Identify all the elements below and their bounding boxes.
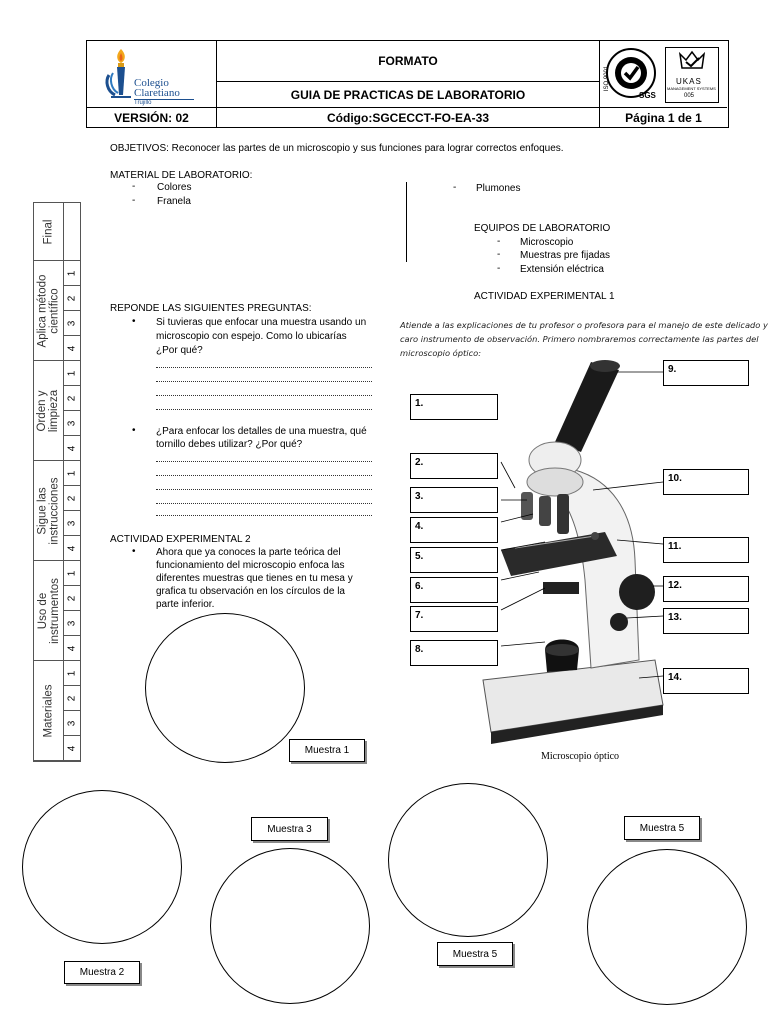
rubric-section [34,361,80,461]
bullet-dot: • [132,546,136,557]
code-cell: Código:SGCECCT-FO-EA-33 [327,111,489,125]
rubric-score-option[interactable]: 4 [64,536,80,561]
part-label-box-3[interactable]: 3. [410,487,498,513]
iso-label: ISO 9001 [604,65,611,92]
part-label-box-10[interactable]: 10. [663,469,749,495]
part-label-box-4[interactable]: 4. [410,517,498,543]
dash-bullet: - [497,236,501,247]
rubric-criterion-label: Materiales [42,683,55,738]
answer-line[interactable] [156,514,372,516]
rubric-score-option[interactable]: 2 [64,286,80,311]
rubric-score-option[interactable]: 3 [64,311,80,336]
microscope-caption: Microscopio óptico [541,751,620,762]
part-label-box-8[interactable]: 8. [410,640,498,666]
answer-line[interactable] [156,460,372,462]
rubric-section [34,261,80,361]
rubric-score-option[interactable]: 4 [64,736,80,761]
question1-line: ¿Por qué? [156,345,203,356]
sample-label: Muestra 5 [624,816,700,840]
answer-line[interactable] [156,380,372,382]
activity2-line: parte inferior. [156,599,215,610]
activity1-instruction: microscopio óptico: [400,348,482,358]
equipment-item: Microscopio [520,237,574,248]
rubric-score-option[interactable]: 1 [64,561,80,586]
question2-line: tornillo debes utilizar? ¿Por qué? [156,439,303,450]
activity2-line: funcionamiento del microscopio enfoca las [156,560,345,571]
rubric-score-option[interactable]: 1 [64,661,80,686]
dash-bullet: - [132,195,136,206]
page-cell: Página 1 de 1 [625,111,702,125]
rubric-score-option[interactable]: 2 [64,586,80,611]
part-label-box-12[interactable]: 12. [663,576,749,602]
answer-line[interactable] [156,366,372,368]
rubric-section [34,661,80,761]
format-title: FORMATO [378,54,438,68]
dash-bullet: - [497,263,501,274]
sgs-label: SGS [639,91,656,100]
sample-label: Muestra 3 [251,817,328,841]
answer-line[interactable] [156,474,372,476]
answer-line[interactable] [156,408,372,410]
rubric-score-option[interactable]: 1 [64,261,80,286]
column-divider [406,182,407,262]
material-item: Franela [157,196,191,207]
rubric-score-option[interactable]: 1 [64,461,80,486]
material-item: Plumones [476,183,521,194]
bullet-dot: • [132,316,136,327]
header-table [86,40,729,128]
answer-line[interactable] [156,502,372,504]
rubric-section [34,561,80,661]
sample-label: Muestra 2 [64,961,140,984]
rubric-score-option[interactable]: 4 [64,336,80,361]
activity1-instruction: caro instrumento de observación. Primero nombraremos correctamente las partes del [400,334,759,344]
question1-line: microscopio con espejo. Como lo ubicarías [156,331,347,342]
crown-check-icon [666,48,718,78]
rubric-score-option[interactable]: 3 [64,511,80,536]
question1-line: Si tuvieras que enfocar una muestra usando un [156,317,367,328]
part-label-box-1[interactable]: 1. [410,394,498,420]
equipment-item: Extensión eléctrica [520,264,604,275]
rubric-section [34,461,80,561]
part-label-box-9[interactable]: 9. [663,360,749,386]
ukas-sub-label: MANAGEMENT SYSTEMS [667,86,716,91]
rubric-score-option[interactable]: 4 [64,436,80,461]
activity2-title: ACTIVIDAD EXPERIMENTAL 2 [110,534,251,545]
activity2-line: grafica tu observación en los círculos de la [156,586,345,597]
rubric-criterion-label: Sigue las instrucciones [36,476,61,545]
rubric-final [34,203,80,261]
objectives-text: OBJETIVOS: Reconocer las partes de un microscopio y sus funciones para lograr correctos enfoques. [110,143,564,154]
rubric-score-option[interactable]: 3 [64,711,80,736]
part-label-box-11[interactable]: 11. [663,537,749,563]
question2-line: ¿Para enfocar los detalles de una muestra, qué [156,426,367,437]
bullet-dot: • [132,425,136,436]
rubric-score-option[interactable]: 3 [64,611,80,636]
rubric-score-option[interactable]: 1 [64,361,80,386]
dash-bullet: - [132,181,136,192]
equipment-item: Muestras pre fijadas [520,250,611,261]
rubric-score-option[interactable]: 3 [64,411,80,436]
part-label-box-5[interactable]: 5. [410,547,498,573]
logo-text: Colegio [134,77,169,89]
sample-circle-4[interactable] [388,783,548,937]
activity1-instruction: Atiende a las explicaciones de tu profesor o profesora para el manejo de este delicado y [400,320,768,330]
sample-label: Muestra 1 [289,739,365,762]
dash-bullet: - [497,249,501,260]
version-cell: VERSIÓN: 02 [114,111,189,125]
rubric-criterion-label: Orden y limpieza [36,389,61,432]
sample-circle-2[interactable] [22,790,182,944]
logo-text: Trujillo [134,100,152,106]
rubric-criterion-label: Uso de instrumentos [36,577,61,644]
sample-circle-1[interactable] [145,613,305,763]
logo-text: Claretiano [134,87,180,99]
ukas-label: UKAS [676,77,702,86]
equipment-title: EQUIPOS DE LABORATORIO [474,223,611,234]
ukas-number: 005 [684,93,695,99]
rubric-score-option[interactable]: 2 [64,686,80,711]
materials-title: MATERIAL DE LABORATORIO: [110,170,253,181]
material-item: Colores [157,182,192,193]
part-label-box-2[interactable]: 2. [410,453,498,479]
rubric-final-label: Final [42,219,55,244]
sample-circle-3[interactable] [210,848,370,1004]
answer-line[interactable] [156,394,372,396]
rubric-final-box[interactable] [64,203,80,260]
activity2-line: Ahora que ya conoces la parte teórica del [156,547,341,558]
sample-label: Muestra 5 [437,942,513,966]
sample-circle-5[interactable] [587,849,747,1005]
guide-title: GUIA DE PRACTICAS DE LABORATORIO [290,87,526,102]
dash-bullet: - [453,182,457,193]
evaluation-rubric [33,202,81,762]
part-label-box-13[interactable]: 13. [663,608,749,634]
activity1-title: ACTIVIDAD EXPERIMENTAL 1 [474,291,615,302]
activity2-line: diferentes muestras que tienes en tu mesa y [156,573,353,584]
answer-line[interactable] [156,488,372,490]
part-label-box-7[interactable]: 7. [410,606,498,632]
rubric-score-option[interactable]: 2 [64,486,80,511]
part-label-box-14[interactable]: 14. [663,668,749,694]
questions-title: REPONDE LAS SIGUIENTES PREGUNTAS: [110,303,312,314]
part-label-box-6[interactable]: 6. [410,577,498,603]
rubric-score-option[interactable]: 2 [64,386,80,411]
rubric-criterion-label: Aplica método científico [36,274,61,347]
rubric-score-option[interactable]: 4 [64,636,80,661]
